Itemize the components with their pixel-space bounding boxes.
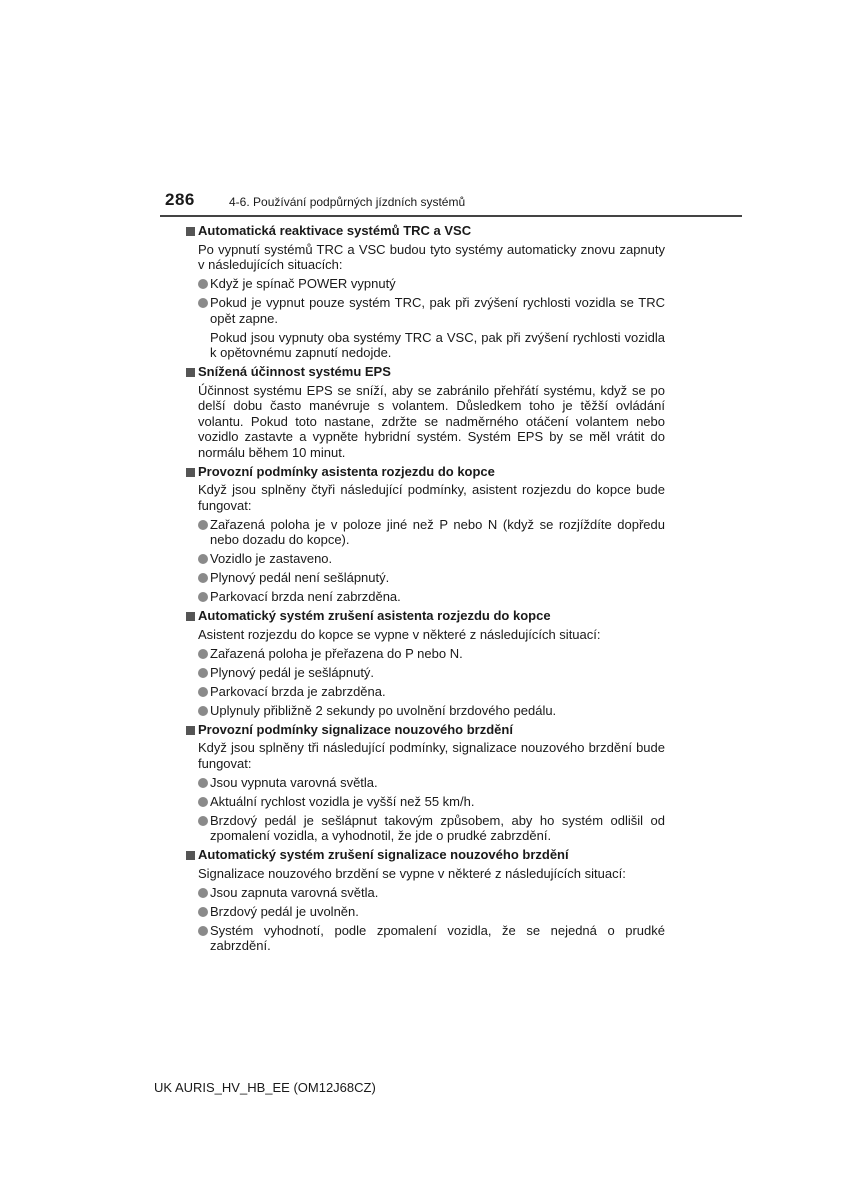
- list-item-text: Parkovací brzda není zabrzděna.: [210, 589, 401, 604]
- section-emergency-brake-cancel: [185, 847, 665, 954]
- section-intro: Asistent rozjezdu do kopce se vypne v některé z následujících situací:: [198, 626, 601, 642]
- circle-bullet-icon: [198, 687, 208, 697]
- list-item-text: Zařazená poloha je přeřazena do P nebo N.: [210, 645, 463, 661]
- square-bullet-icon: [186, 468, 195, 477]
- section-eps-reduced: [185, 364, 665, 460]
- list-item: [198, 684, 665, 700]
- circle-bullet-icon: [198, 554, 208, 564]
- section-heading: [185, 722, 665, 738]
- list-item: [198, 923, 665, 954]
- list-item: [198, 703, 665, 719]
- list-item-text: Když je spínač POWER vypnutý: [210, 276, 396, 291]
- list-item-text: Brzdový pedál je uvolněn.: [210, 903, 359, 919]
- section-heading: [185, 364, 665, 380]
- list-item-text: Systém vyhodnotí, podle zpomalení vozidla, že se nejedná o prudké zabrzdění.: [210, 922, 665, 953]
- list-item: [198, 551, 665, 567]
- list-item-text: Pokud je vypnut pouze systém TRC, pak při zvýšení rychlosti vozidla se TRC opět zapne.: [210, 295, 665, 326]
- circle-bullet-icon: [198, 279, 208, 289]
- header-rule: [160, 215, 742, 217]
- section-heading: [185, 608, 665, 624]
- section-heading-text: Automatická reaktivace systémů TRC a VSC: [198, 223, 472, 238]
- list-item: [198, 589, 665, 605]
- list-item-note: Pokud jsou vypnuty oba systémy TRC a VSC, pak při zvýšení rychlosti vozidla k opětovnému zapnutí nedojde.: [210, 329, 665, 360]
- circle-bullet-icon: [198, 907, 208, 917]
- chapter-title: 4-6. Používání podpůrných jízdních systémů: [229, 195, 466, 209]
- section-heading: [185, 223, 665, 239]
- list-item: [198, 517, 665, 548]
- list-item-text: Jsou vypnuta varovná světla.: [210, 774, 378, 790]
- section-intro: Účinnost systému EPS se sníží, aby se zabránilo přehřátí systému, když se po delší dobu často manévruje s volantem. Důsledkem toho je těžší ovládání volantu. Pokud toto nastane, zdržte se nadměrného otáčení volantem nebo vozidlo zastavte a vypněte hybridní systém. Systém EPS by se měl vrátit do normálu během 10 minut.: [198, 382, 665, 460]
- list-item-text: Aktuální rychlost vozidla je vyšší než 55 km/h.: [210, 793, 475, 809]
- list-item-text: Jsou zapnuta varovná světla.: [210, 884, 379, 900]
- footer-document-code: UK AURIS_HV_HB_EE (OM12J68CZ): [154, 1080, 376, 1095]
- list-item: [198, 794, 665, 810]
- circle-bullet-icon: [198, 573, 208, 583]
- square-bullet-icon: [186, 851, 195, 860]
- circle-bullet-icon: [198, 668, 208, 678]
- page-number: 286: [165, 190, 195, 209]
- list-item: [198, 885, 665, 901]
- circle-bullet-icon: [198, 816, 208, 826]
- circle-bullet-icon: [198, 706, 208, 716]
- list-item-text: Brzdový pedál je sešlápnut takovým způsobem, aby ho systém odlišil od zpomalení vozidla, a vyhodnotil, že jde o prudké zabrzdění.: [210, 812, 665, 843]
- list-item-text: Plynový pedál je sešlápnutý.: [210, 664, 375, 680]
- list-item-text: Uplynuly přibližně 2 sekundy po uvolnění brzdového pedálu.: [210, 702, 557, 718]
- section-trc-vsc-reactivation: [185, 223, 665, 361]
- section-heading-text: Automatický systém zrušení asistenta rozjezdu do kopce: [198, 608, 551, 623]
- list-item: [198, 295, 665, 326]
- content: [185, 223, 665, 957]
- list-item-text: Plynový pedál není sešlápnutý.: [210, 570, 390, 585]
- square-bullet-icon: [186, 612, 195, 621]
- circle-bullet-icon: [198, 520, 208, 530]
- list-item: [198, 775, 665, 791]
- section-intro: Po vypnutí systémů TRC a VSC budou tyto systémy automaticky znovu zapnuty v následujících situacích:: [198, 241, 665, 272]
- section-heading: [185, 847, 665, 863]
- circle-bullet-icon: [198, 592, 208, 602]
- square-bullet-icon: [186, 368, 195, 377]
- circle-bullet-icon: [198, 926, 208, 936]
- list-item: [198, 276, 665, 292]
- section-heading-text: Provozní podmínky signalizace nouzového brzdění: [198, 721, 513, 737]
- list-item: [198, 813, 665, 844]
- circle-bullet-icon: [198, 888, 208, 898]
- circle-bullet-icon: [198, 298, 208, 308]
- section-emergency-brake-conditions: [185, 722, 665, 844]
- square-bullet-icon: [186, 726, 195, 735]
- section-heading-text: Provozní podmínky asistenta rozjezdu do kopce: [198, 463, 495, 479]
- list-item: [198, 665, 665, 681]
- list-item: [198, 646, 665, 662]
- circle-bullet-icon: [198, 778, 208, 788]
- circle-bullet-icon: [198, 797, 208, 807]
- section-intro: Když jsou splněny čtyři následující podmínky, asistent rozjezdu do kopce bude fungovat:: [198, 482, 665, 513]
- square-bullet-icon: [186, 227, 195, 236]
- list-item-text: Zařazená poloha je v poloze jiné než P nebo N (když se rozjíždíte dopředu nebo dozadu do kopce).: [210, 516, 665, 547]
- list-item-text: Vozidlo je zastaveno.: [210, 551, 333, 566]
- section-hill-start-cancel: [185, 608, 665, 718]
- section-intro: Signalizace nouzového brzdění se vypne v některé z následujících situací:: [198, 865, 626, 881]
- section-hill-start-conditions: [185, 464, 665, 605]
- section-heading-text: Snížená účinnost systému EPS: [198, 364, 391, 379]
- list-item: [198, 570, 665, 586]
- section-heading-text: Automatický systém zrušení signalizace nouzového brzdění: [198, 847, 569, 862]
- section-intro: Když jsou splněny tři následující podmínky, signalizace nouzového brzdění bude fungovat:: [198, 740, 665, 771]
- list-item: [198, 904, 665, 920]
- list-item-text: Parkovací brzda je zabrzděna.: [210, 683, 386, 699]
- section-heading: [185, 464, 665, 480]
- circle-bullet-icon: [198, 649, 208, 659]
